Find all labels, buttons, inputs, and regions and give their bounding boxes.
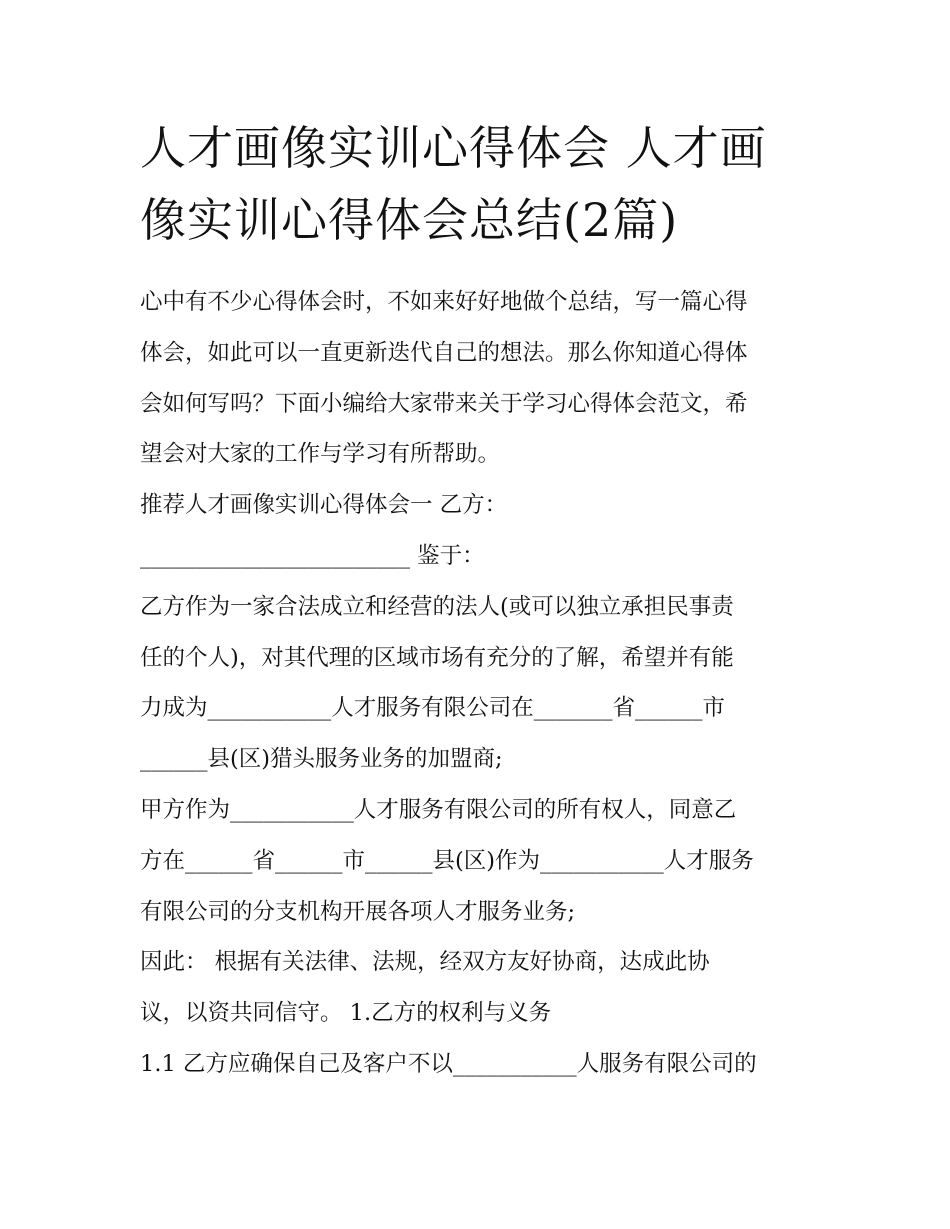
- body-line: 议，以资共同信守。 1.乙方的权利与义务: [140, 1000, 552, 1027]
- title-line: 像实训心得体会总结(2篇): [140, 193, 679, 247]
- body-line: 乙方作为一家合法成立和经营的法人(或可以独立承担民事责: [140, 593, 734, 620]
- document-title: [140, 112, 820, 256]
- body-line: 力成为___________人才服务有限公司在_______省______市: [140, 695, 726, 722]
- body-line: 心中有不少心得体会时，不如来好好地做个总结，写一篇心得: [140, 289, 748, 315]
- body-line: 方在______省______市______县(区)作为___________人才服务: [140, 847, 754, 874]
- body-line: 任的个人)，对其代理的区域市场有充分的了解，希望并有能: [140, 644, 734, 671]
- document-body: [140, 277, 820, 1090]
- body-line: 因此： 根据有关法律、法规，经双方友好协商，达成此协: [140, 949, 710, 976]
- body-line: 体会，如此可以一直更新迭代自己的想法。那么你知道心得体: [140, 339, 748, 366]
- body-line: 推荐人才画像实训心得体会一 乙方：: [140, 492, 508, 519]
- title-line: 人才画像实训心得体会 人才画: [140, 121, 767, 175]
- body-line: 甲方作为___________人才服务有限公司的所有权人，同意乙: [140, 796, 737, 823]
- body-line: 会如何写吗？下面小编给大家带来关于学习心得体会范文，希: [140, 390, 748, 417]
- body-line: ______县(区)猎头服务业务的加盟商;: [140, 746, 503, 773]
- body-line: 望会对大家的工作与学习有所帮助。: [140, 441, 501, 468]
- body-line: ________________________ 鉴于：: [140, 542, 485, 569]
- body-line: 1.1 乙方应确保自己及客户不以___________人服务有限公司的: [140, 1050, 757, 1077]
- body-line: 有限公司的分支机构开展各项人才服务业务;: [140, 898, 576, 925]
